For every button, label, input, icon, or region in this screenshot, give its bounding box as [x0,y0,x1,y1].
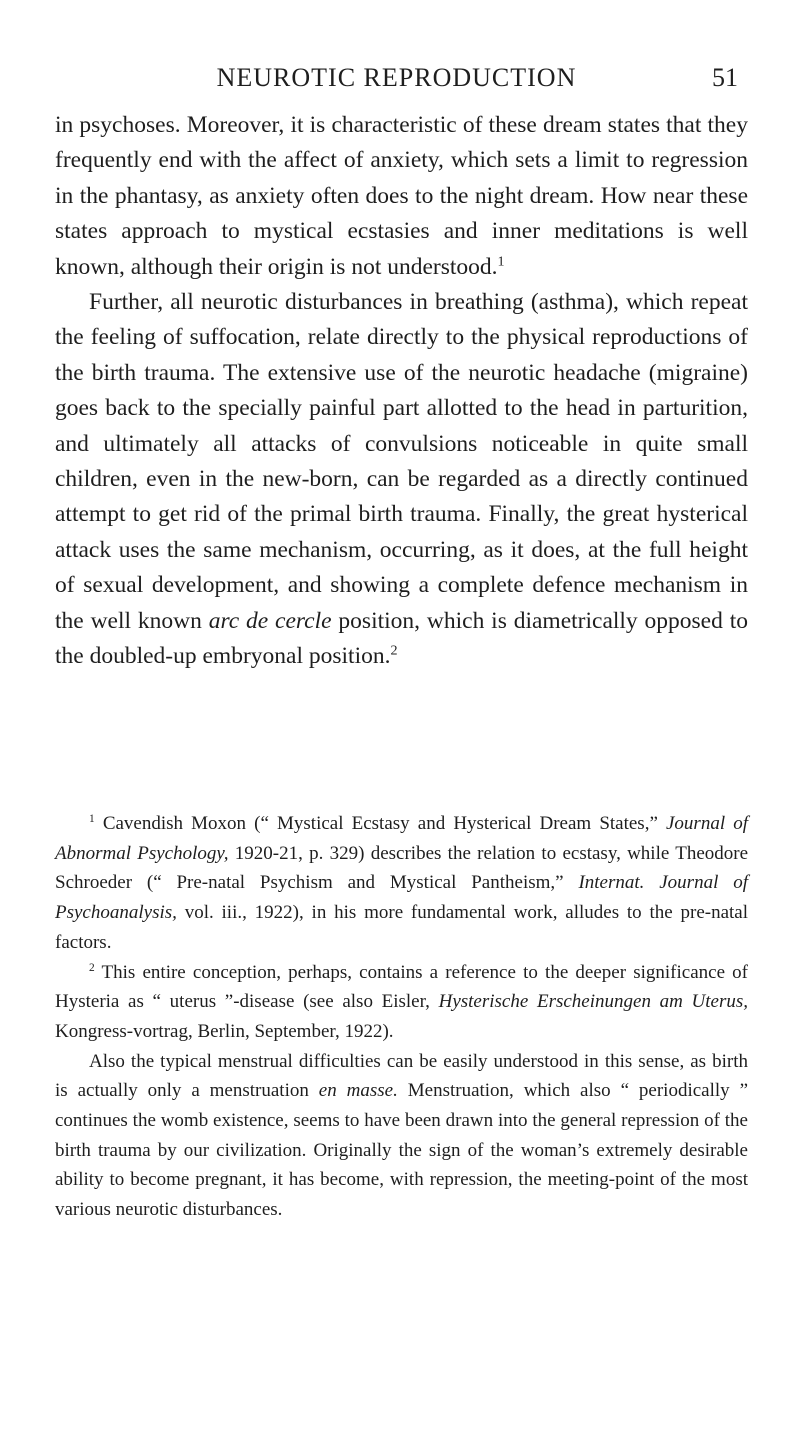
running-title: NEUROTIC REPRODUCTION [216,63,577,92]
footnote-1-journal-1: Journal of Abnormal Psychology, [55,813,748,864]
footnotes [55,809,748,1225]
paragraph-2-text-b: position, which is diametrically opposed to the doubled-up embryonal position. [55,607,748,670]
footnote-1 [55,809,748,958]
paragraph-1-text: in psychoses. Moreover, it is characteristic of these dream states that they frequently end with the affect of anxiety, which sets a limit to regression in the phantasy, as anxiety often does to the night dream. How near these states approach to mystical ecstasies and inner meditations is well known, although their origin is not understood. [55,112,748,280]
page-header [55,58,738,98]
footnote-3-text-a: Also the typical menstrual difficulties can be easily understood in this sense, as birth is actually only a menstruation [55,1050,748,1102]
footnote-1-text-a: Cavendish Moxon (“ Mystical Ecstasy and Hysterical Dream States,” [94,813,666,834]
footnote-ref-2: 2 [390,642,398,659]
footnote-1-text-b: 1920-21, p. 329) describes the relation to ecstasy, while Theodore Schroeder (“ Pre-natal Psychism and Mystical Pantheism,” [55,842,749,894]
main-text [55,108,748,675]
paragraph-2-text-a: Further, all neurotic disturbances in breathing (asthma), which repeat the feeling of suffocation, relate directly to the physical reproductions of the birth trauma. The extensive use of the neurotic headache (migraine) goes back to the specially painful part allotted to the head in parturition, and ultimately all attacks of convulsions noticeable in quite small children, even in the new-born, can be regarded as a directly continued attempt to get rid of the primal birth trauma. Finally, the great hysterical attack uses the same mechanism, occurring, as it does, at the full height of sexual development, and showing a complete defence mechanism in the well known [55,289,748,634]
paragraph-1 [55,108,748,285]
paragraph-2 [55,285,748,674]
footnote-1-journal-2: Internat. Journal of Psychoanalysis, [55,872,748,924]
footnote-1-mark: 1 [89,813,95,826]
footnote-2-mark: 2 [89,961,95,974]
footnote-2-continuation [55,1047,748,1225]
footnote-2-text-b: Kongress-vortrag, Berlin, September, 1922). [55,1020,394,1042]
footnote-2 [55,958,748,1047]
paragraph-2-italic: arc de cercle [208,607,332,634]
footnote-2-title: Hysterische Erscheinungen am Uterus, [438,991,748,1013]
footnote-1-text-c: vol. iii., 1922), in his more fundamental work, alludes to the pre-natal factors. [55,902,748,953]
footnote-3-text-b: Menstruation, which also “ periodically ” continues the womb existence, seems to have been drawn into the general repression of the birth trauma by our civilization. Originally the sign of the woman’s extremely desirable ability to become pregnant, it has become, with repression, the meeting-point of the most various neurotic disturbances. [55,1080,748,1221]
page-number: 51 [712,63,738,92]
footnote-3-italic: en masse. [318,1080,398,1102]
footnote-ref-1: 1 [497,253,505,270]
footnote-2-text-a: This entire conception, perhaps, contains a reference to the deeper significance of Hysteria as “ uterus ”-disease (see also Eisler, [55,961,748,1013]
